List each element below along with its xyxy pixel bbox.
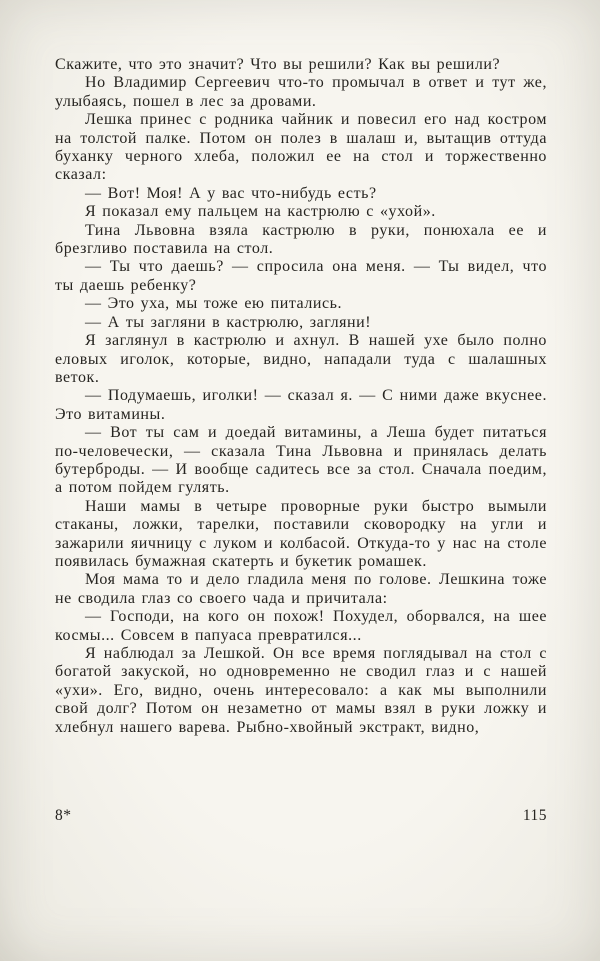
paragraph: — Вот! Моя! А у вас что-нибудь есть? — [85, 184, 377, 202]
paragraph: — Господи, на кого он похож! Похудел, оборвался, на шее космы... Совсем в папуаса превратился... — [55, 608, 547, 644]
paragraph: Скажите, что это значит? Что вы решили? Как вы решили? — [55, 56, 501, 73]
page-number: 115 — [522, 807, 547, 824]
paragraph: Я заглянул в кастрюлю и ахнул. В нашей ухе было полно еловых иголок, которые, видно, нападали туда с шалашных веток. — [55, 332, 547, 386]
page-text — [55, 56, 547, 737]
paragraph: Я наблюдал за Лешкой. Он все время поглядывал на стол с богатой закуской, но одновременно не сводил глаз и с нашей «ухи». Его, видно, очень интересовало: а как мы выполнили свой долг? Потом он незаметно от мамы взял в руки ложку и хлебнул нашего варева. Рыбно-хвойный экстракт, видно, — [55, 645, 547, 736]
paragraph: Моя мама то и дело гладила меня по голове. Лешкина тоже не сводила глаз со своего чада и причитала: — [55, 571, 547, 607]
paragraph: Лешка принес с родника чайник и повесил его над костром на толстой палке. Потом он полез в шалаш и, вытащив оттуда буханку черного хлеба, положил ее на стол и торжественно сказал: — [55, 111, 547, 184]
signature-mark: 8* — [55, 807, 72, 824]
paragraph: Наши мамы в четыре проворные руки быстро вымыли стаканы, ложки, тарелки, поставили сковородку на угли и зажарили яичницу с луком и колбасой. Откуда-то у нас на столе появилась бумажная скатерть и букетик ромашек. — [55, 497, 547, 570]
paragraph: Я показал ему пальцем на кастрюлю с «ухой». — [85, 203, 436, 221]
paragraph: — Ты что даешь? — спросила она меня. — Ты видел, что ты даешь ребенку? — [55, 258, 547, 294]
paragraph: Но Владимир Сергеевич что-то промычал в ответ и тут же, улыбаясь, пошел в лес за дровами. — [55, 74, 547, 110]
paragraph: Тина Львовна взяла кастрюлю в руки, понюхала ее и брезгливо поставила на стол. — [55, 221, 547, 258]
paragraph: — Вот ты сам и доедай витамины, а Леша будет питаться по-человечески, — сказала Тина Львовна и принялась делать бутерброды. — И вообще садитесь все за стол. Сначала поедим, а потом пойдем гулять. — [55, 424, 547, 497]
paragraph: — Подумаешь, иголки! — сказал я. — С ними даже вкуснее. Это витамины. — [55, 387, 547, 423]
paragraph: — Это уха, мы тоже ею питались. — [85, 295, 343, 313]
paragraph: — А ты загляни в кастрюлю, загляни! — [85, 313, 372, 331]
page-footer — [55, 807, 547, 825]
